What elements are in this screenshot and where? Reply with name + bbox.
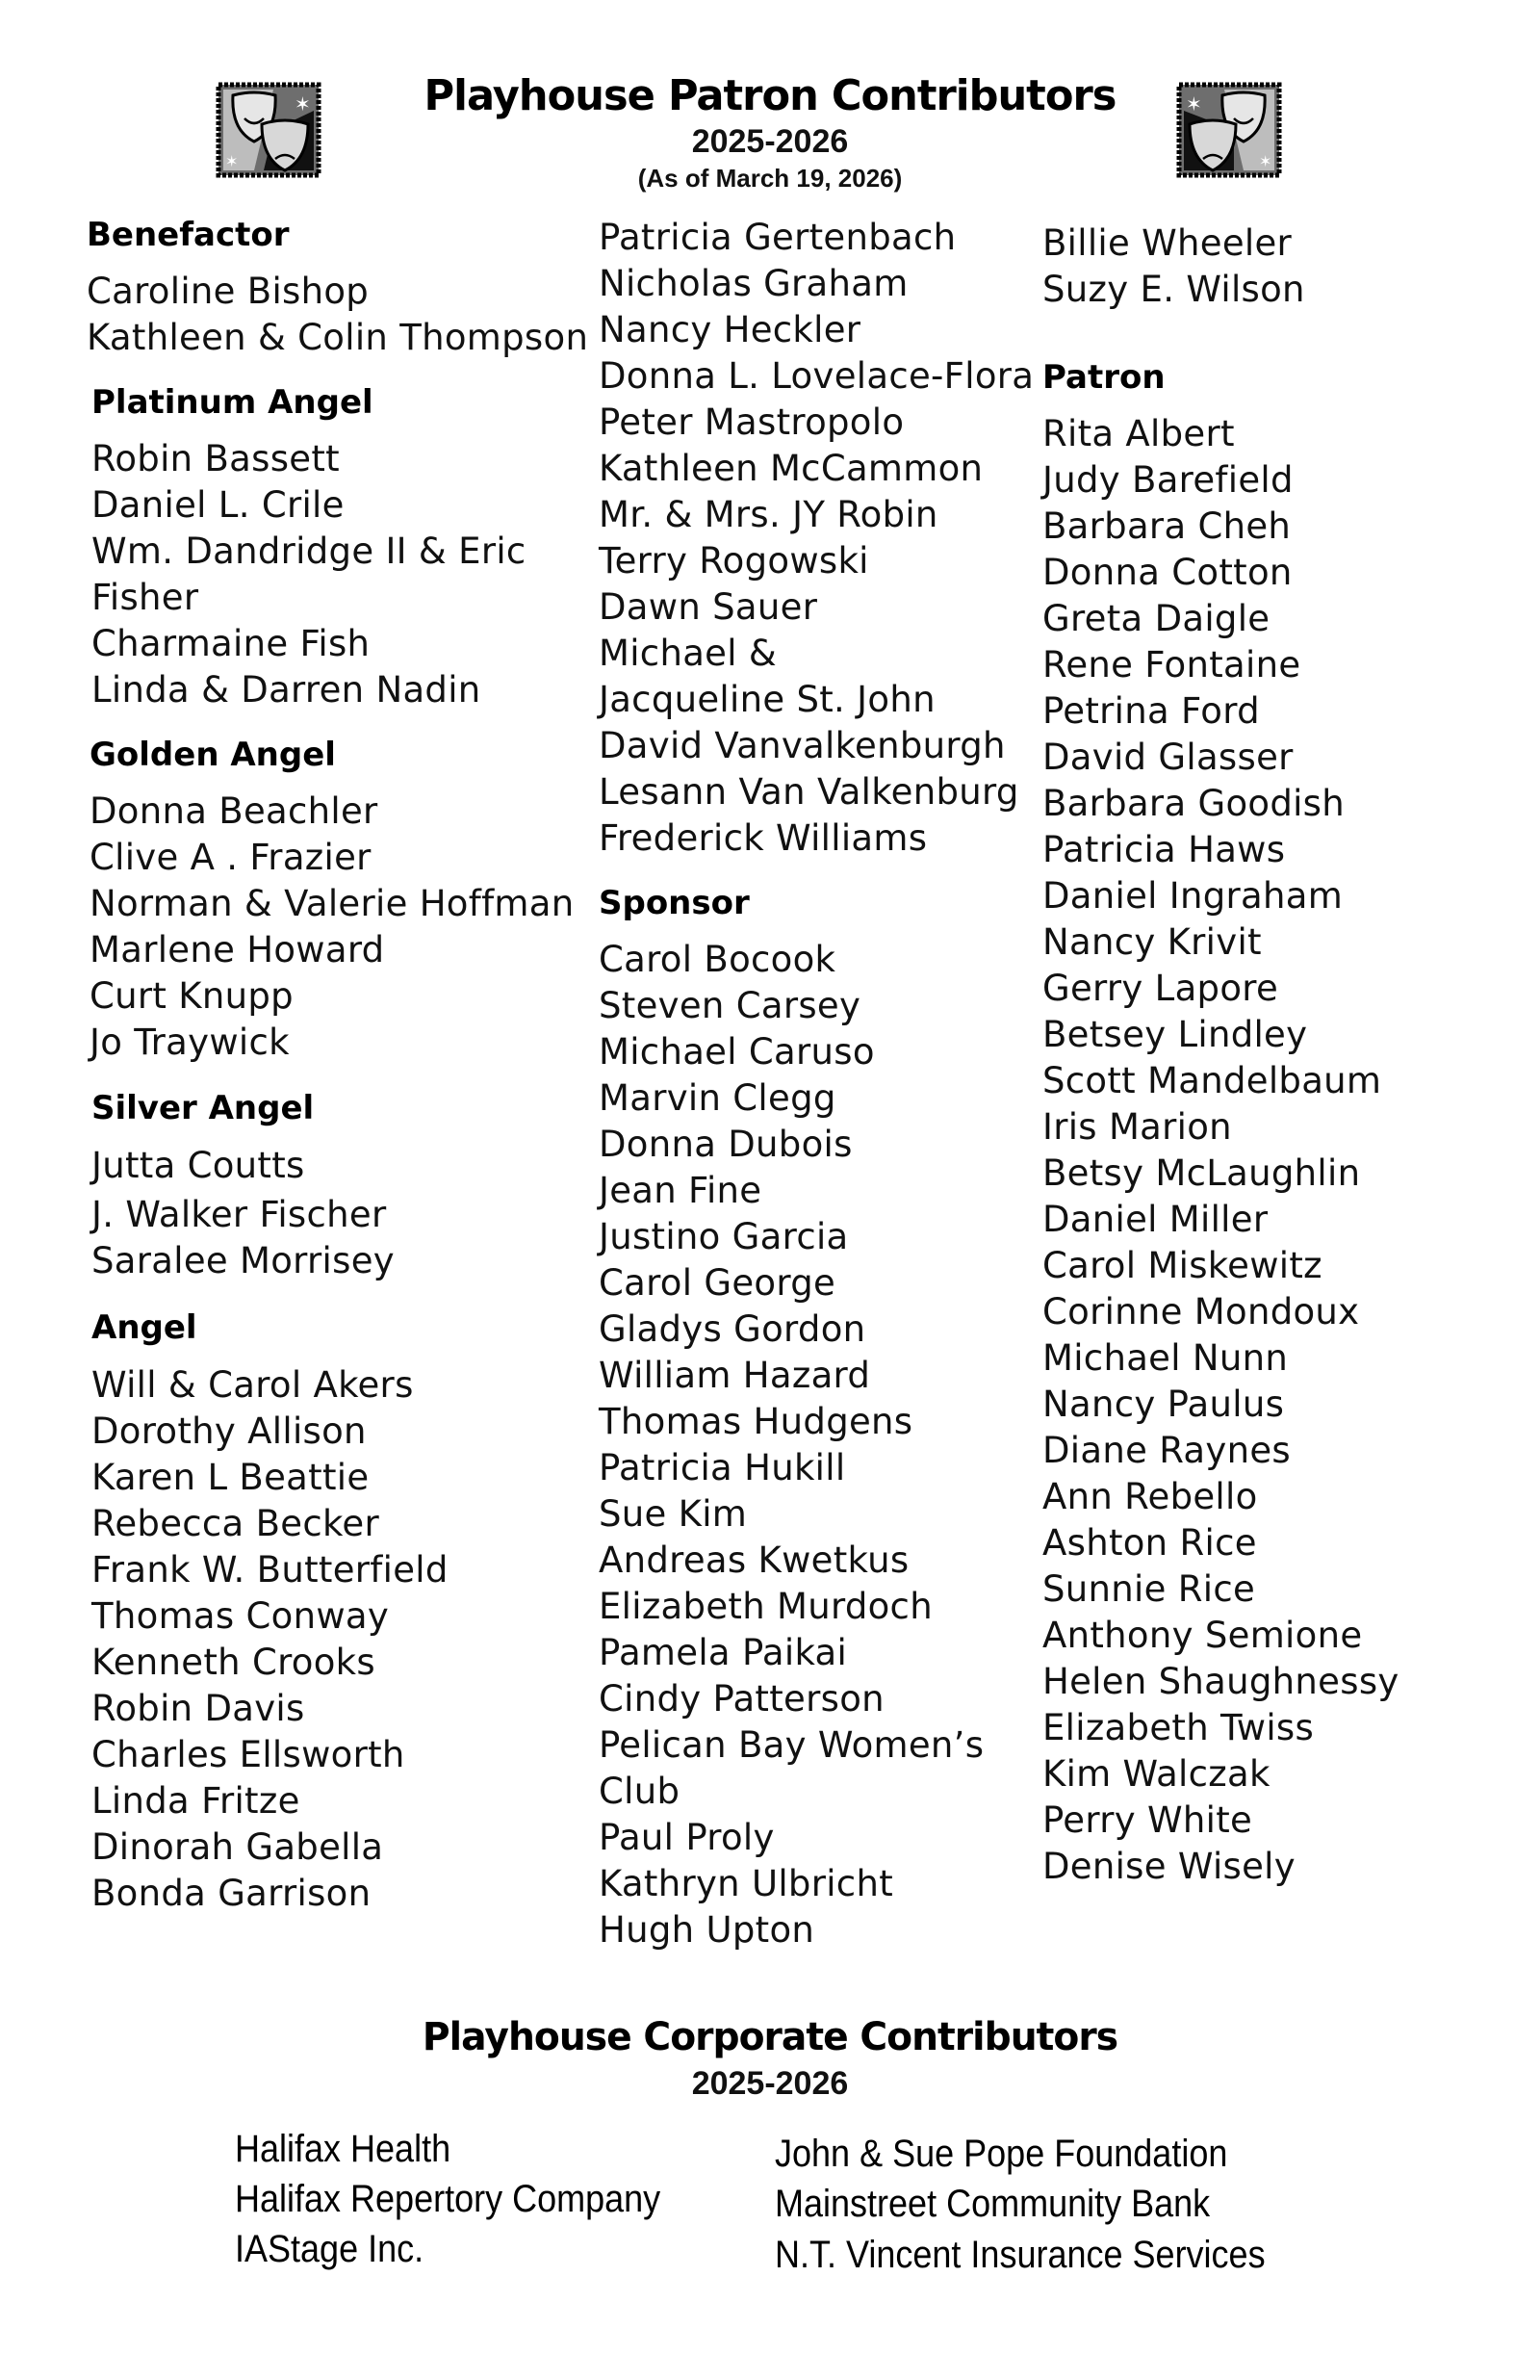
contributor-name: Billie Wheeler [1042, 222, 1293, 264]
contributor-name: Bonda Garrison [91, 1873, 372, 1914]
contributor-name: Karen L Beattie [91, 1457, 370, 1498]
contributor-name: Sunnie Rice [1042, 1568, 1256, 1610]
contributor-name: Carol Bocook [599, 939, 836, 980]
contributor-name: Hugh Upton [599, 1909, 815, 1951]
contributor-name: Greta Daigle [1042, 598, 1270, 639]
contributor-name: Patricia Hukill [599, 1447, 846, 1488]
contributor-name: Paul Proly [599, 1817, 775, 1858]
contributor-name: Iris Marion [1042, 1106, 1232, 1148]
contributor-name: Perry White [1042, 1799, 1253, 1841]
contributor-name: Michael Nunn [1042, 1337, 1289, 1379]
svg-text:✶: ✶ [295, 92, 311, 116]
tier-heading-angel: Angel [91, 1308, 197, 1347]
contributor-name: Linda & Darren Nadin [91, 669, 481, 711]
contributor-name: Linda Fritze [91, 1780, 300, 1822]
contributor-name: Betsy McLaughlin [1042, 1152, 1361, 1194]
contributor-name: Clive A . Frazier [90, 837, 372, 878]
contributor-name: Michael & [599, 633, 778, 674]
contributor-name: Nancy Paulus [1042, 1384, 1285, 1425]
contributor-name: Suzy E. Wilson [1042, 269, 1305, 310]
contributor-name: Sue Kim [599, 1493, 748, 1535]
contributor-name: Ann Rebello [1042, 1476, 1258, 1517]
contributor-name: Carol George [599, 1262, 836, 1304]
contributor-name: Nancy Heckler [599, 309, 861, 350]
contributor-name: Daniel L. Crile [91, 484, 345, 526]
contributor-name: Dorothy Allison [91, 1410, 367, 1452]
corporate-name: N.T. Vincent Insurance Services [775, 2234, 1266, 2276]
season-label: 2025-2026 [691, 123, 849, 160]
contributor-name: Club [599, 1771, 680, 1812]
contributor-name: Kathleen & Colin Thompson [87, 317, 589, 358]
page-title: Playhouse Patron Contributors [424, 71, 1116, 120]
contributor-name: Saralee Morrisey [91, 1240, 395, 1281]
svg-text:✶: ✶ [1186, 92, 1202, 116]
contributor-name: Corinne Mondoux [1042, 1291, 1360, 1332]
contributor-name: Marvin Clegg [599, 1077, 836, 1119]
contributor-name: Donna Beachler [90, 790, 378, 832]
contributor-name: Curt Knupp [90, 975, 294, 1017]
contributor-name: Frederick Williams [599, 817, 928, 859]
contributor-name: Steven Carsey [599, 985, 861, 1026]
contributor-name: Charles Ellsworth [91, 1734, 405, 1775]
contributor-name: Peter Mastropolo [599, 401, 905, 443]
contributor-name: Petrina Ford [1042, 690, 1260, 732]
contributor-name: Justino Garcia [599, 1216, 849, 1257]
tier-heading-benefactor: Benefactor [87, 216, 290, 254]
contributor-name: Caroline Bishop [87, 271, 370, 312]
contributor-name: Gerry Lapore [1042, 968, 1279, 1009]
contributor-name: Jo Traywick [90, 1022, 290, 1063]
contributor-name: J. Walker Fischer [91, 1194, 387, 1235]
contributor-name: Mr. & Mrs. JY Robin [599, 494, 938, 535]
contributor-name: Frank W. Butterfield [91, 1549, 449, 1591]
corporate-name: Halifax Repertory Company [235, 2178, 661, 2220]
contributor-name: Denise Wisely [1042, 1846, 1296, 1887]
contributor-name: David Vanvalkenburgh [599, 725, 1006, 766]
corporate-season: 2025-2026 [691, 2065, 849, 2102]
contributor-name: Jutta Coutts [91, 1145, 305, 1186]
contributor-name: Daniel Ingraham [1042, 875, 1344, 917]
contributor-name: Marlene Howard [90, 929, 385, 970]
contributor-name: Robin Bassett [91, 438, 340, 479]
contributor-name: Wm. Dandridge II & Eric [91, 530, 526, 572]
contributor-name: Patricia Gertenbach [599, 217, 957, 258]
corporate-name: IAStage Inc. [235, 2228, 424, 2270]
contributor-name: Jacqueline St. John [599, 679, 936, 720]
contributor-name: William Hazard [599, 1355, 871, 1396]
contributor-name: Lesann Van Valkenburg [599, 771, 1019, 813]
tier-heading-golden-angel: Golden Angel [90, 736, 336, 774]
contributor-name: Nicholas Graham [599, 263, 909, 304]
tier-heading-patron: Patron [1042, 358, 1166, 397]
contributor-name: Nancy Krivit [1042, 921, 1262, 963]
contributor-name: Kenneth Crooks [91, 1642, 375, 1683]
corporate-name: Halifax Health [235, 2128, 451, 2170]
tier-heading-platinum-angel: Platinum Angel [91, 383, 373, 422]
contributor-name: Carol Miskewitz [1042, 1245, 1322, 1286]
contributor-name: Daniel Miller [1042, 1199, 1269, 1240]
contributor-name: Charmaine Fish [91, 623, 371, 664]
contributor-name: Michael Caruso [599, 1031, 875, 1073]
contributor-name: Diane Raynes [1042, 1430, 1291, 1471]
contributor-name: Fisher [91, 577, 199, 618]
contributor-name: Donna Dubois [599, 1124, 853, 1165]
contributor-name: Will & Carol Akers [91, 1364, 414, 1406]
contributor-name: Andreas Kwetkus [599, 1539, 910, 1581]
contributor-name: Kim Walczak [1042, 1753, 1270, 1795]
contributor-name: Cindy Patterson [599, 1678, 885, 1720]
contributor-name: Donna L. Lovelace-Flora [599, 355, 1035, 397]
contributor-name: Helen Shaughnessy [1042, 1661, 1399, 1702]
svg-text:✶: ✶ [1259, 152, 1272, 170]
tier-heading-silver-angel: Silver Angel [91, 1089, 315, 1127]
contributor-name: Ashton Rice [1042, 1522, 1257, 1564]
corporate-name: John & Sue Pope Foundation [775, 2133, 1228, 2175]
contributor-name: Pelican Bay Women’s [599, 1724, 985, 1766]
as-of-date: (As of March 19, 2026) [637, 164, 903, 193]
contributor-name: Barbara Cheh [1042, 505, 1292, 547]
corporate-name: Mainstreet Community Bank [775, 2183, 1211, 2225]
contributor-name: Thomas Hudgens [599, 1401, 913, 1442]
contributor-name: Barbara Goodish [1042, 783, 1346, 824]
contributor-name: Jean Fine [599, 1170, 762, 1211]
contributor-name: Dinorah Gabella [91, 1826, 384, 1868]
contributor-name: Patricia Haws [1042, 829, 1286, 870]
contributor-name: Gladys Gordon [599, 1308, 866, 1350]
contributor-name: Betsey Lindley [1042, 1014, 1308, 1055]
contributor-name: Kathleen McCammon [599, 448, 984, 489]
contributor-name: David Glasser [1042, 737, 1294, 778]
contributor-name: Kathryn Ulbricht [599, 1863, 894, 1904]
contributor-name: Thomas Conway [91, 1595, 390, 1637]
contributor-name: Donna Cotton [1042, 552, 1293, 593]
svg-text:✶: ✶ [225, 152, 239, 170]
contributor-name: Dawn Sauer [599, 586, 818, 628]
contributor-name: Rebecca Becker [91, 1503, 379, 1544]
contributor-name: Elizabeth Twiss [1042, 1707, 1315, 1748]
contributor-name: Judy Barefield [1042, 459, 1294, 501]
corporate-title: Playhouse Corporate Contributors [422, 2015, 1118, 2059]
contributor-name: Robin Davis [91, 1688, 305, 1729]
contributor-name: Norman & Valerie Hoffman [90, 883, 575, 924]
contributor-name: Scott Mandelbaum [1042, 1060, 1382, 1101]
contributor-name: Anthony Semione [1042, 1615, 1363, 1656]
contributor-name: Rene Fontaine [1042, 644, 1301, 686]
tier-heading-sponsor: Sponsor [599, 884, 750, 922]
contributor-name: Terry Rogowski [599, 540, 869, 582]
contributor-name: Pamela Paikai [599, 1632, 848, 1673]
contributor-name: Elizabeth Murdoch [599, 1586, 933, 1627]
contributor-name: Rita Albert [1042, 413, 1235, 454]
